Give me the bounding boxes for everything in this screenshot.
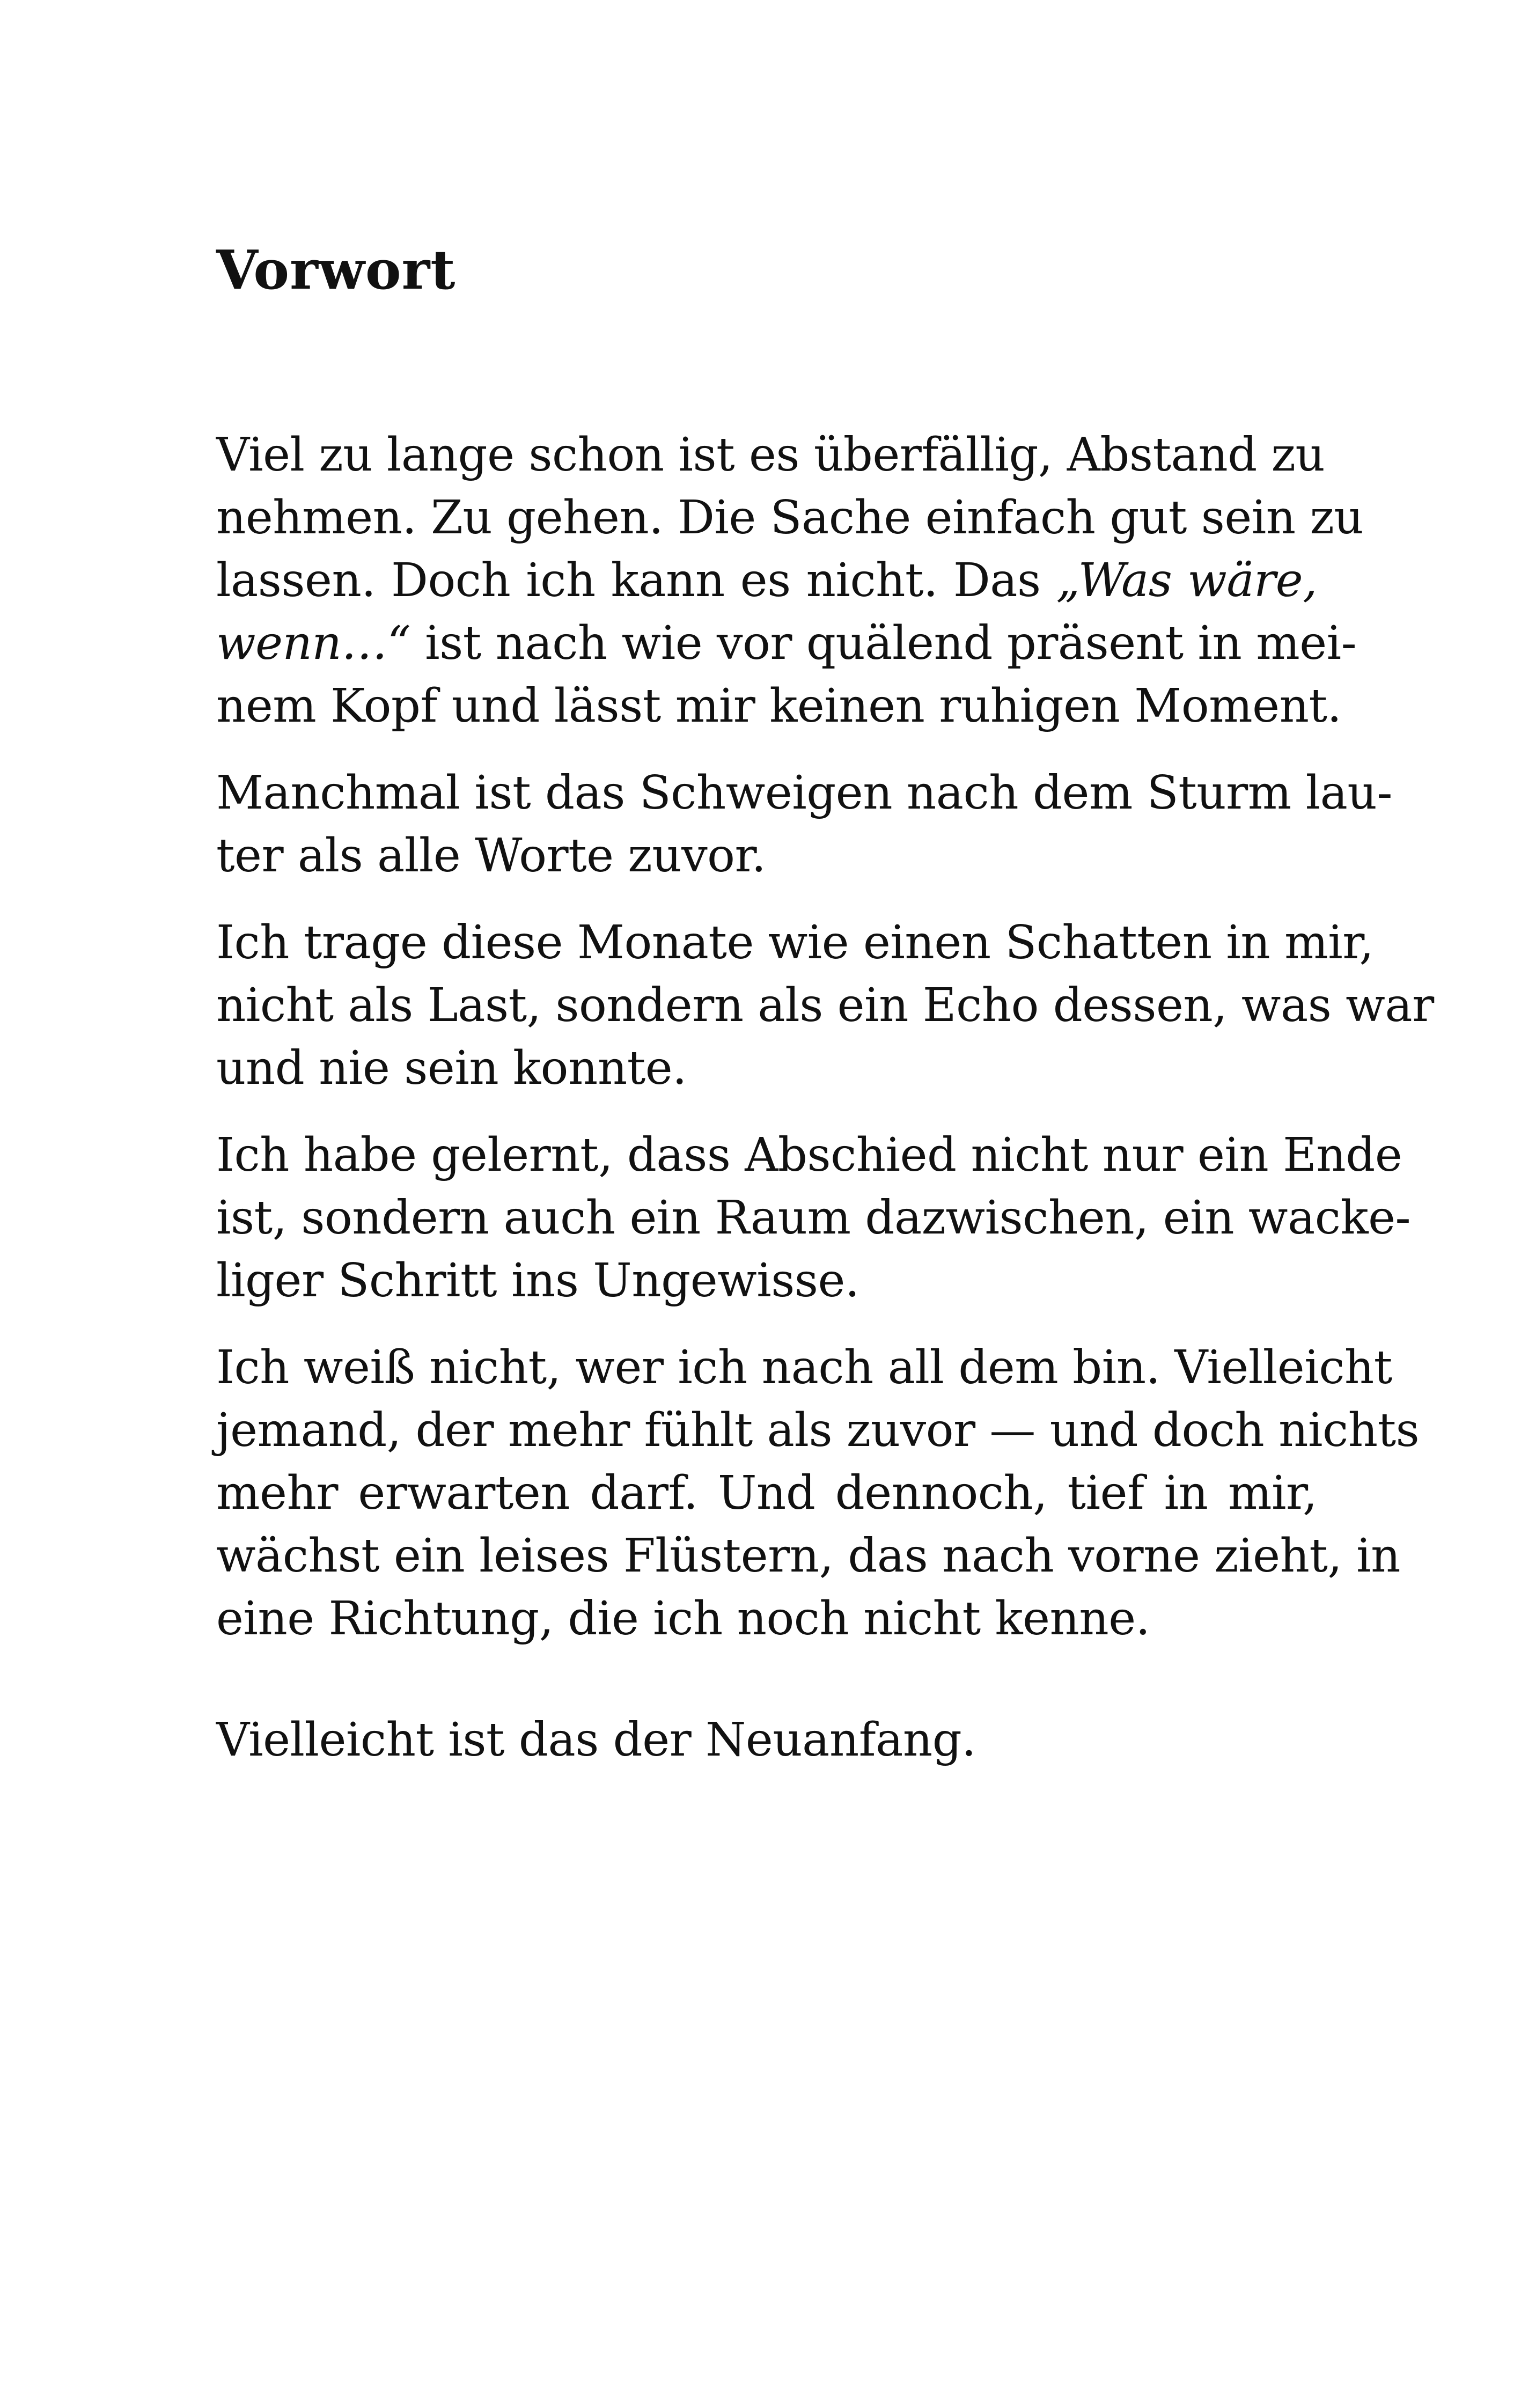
text-line: Ich habe gelernt, dass Abschied nicht nur ein Ende <box>216 1128 1402 1182</box>
body-text <box>216 424 1434 1675</box>
paragraph <box>216 424 1364 738</box>
text-line: mehr erwarten darf. Und dennoch, tief in mir, <box>216 1466 1317 1520</box>
closing-line: Vielleicht ist das der Neuanfang. <box>216 1713 976 1767</box>
paragraph <box>216 1337 1420 1650</box>
text-run: lassen. Doch ich kann es nicht. Das <box>216 554 1056 607</box>
text-line: ist, sondern auch ein Raum dazwischen, ein wacke- <box>216 1191 1411 1245</box>
text-line: eine Richtung, die ich noch nicht kenne. <box>216 1592 1150 1646</box>
text-line: nicht als Last, sondern als ein Echo dessen, was war <box>216 979 1434 1032</box>
text-line: jemand, der mehr fühlt als zuvor — und doch nichts <box>216 1404 1420 1457</box>
text-line: ter als alle Worte zuvor. <box>216 829 766 883</box>
text-line: Manchmal ist das Schweigen nach dem Sturm lau- <box>216 766 1392 820</box>
text-line: Viel zu lange schon ist es überfällig, Abstand zu <box>216 428 1325 482</box>
text-line <box>216 549 1317 612</box>
text-run: ist nach wie vor quälend präsent in mei- <box>410 616 1357 670</box>
book-page <box>216 0 1434 2408</box>
text-line: Ich trage diese Monate wie einen Schatten in mir, <box>216 916 1374 970</box>
paragraph <box>216 762 1392 887</box>
text-line: nehmen. Zu gehen. Die Sache einfach gut sein zu <box>216 491 1364 545</box>
italic-quote: wenn…“ <box>216 616 411 670</box>
text-line: und nie sein konnte. <box>216 1041 687 1095</box>
paragraph <box>216 912 1434 1100</box>
text-line: nem Kopf und lässt mir keinen ruhigen Moment. <box>216 679 1342 733</box>
text-line: wächst ein leises Flüstern, das nach vorne zieht, in <box>216 1529 1400 1583</box>
chapter-heading: Vorwort <box>216 238 456 302</box>
text-line: Ich weiß nicht, wer ich nach all dem bin. Vielleicht <box>216 1341 1392 1394</box>
paragraph <box>216 1124 1411 1312</box>
italic-quote: „Was wäre, <box>1056 554 1317 607</box>
text-line <box>216 612 1357 675</box>
text-line: liger Schritt ins Ungewisse. <box>216 1254 859 1308</box>
